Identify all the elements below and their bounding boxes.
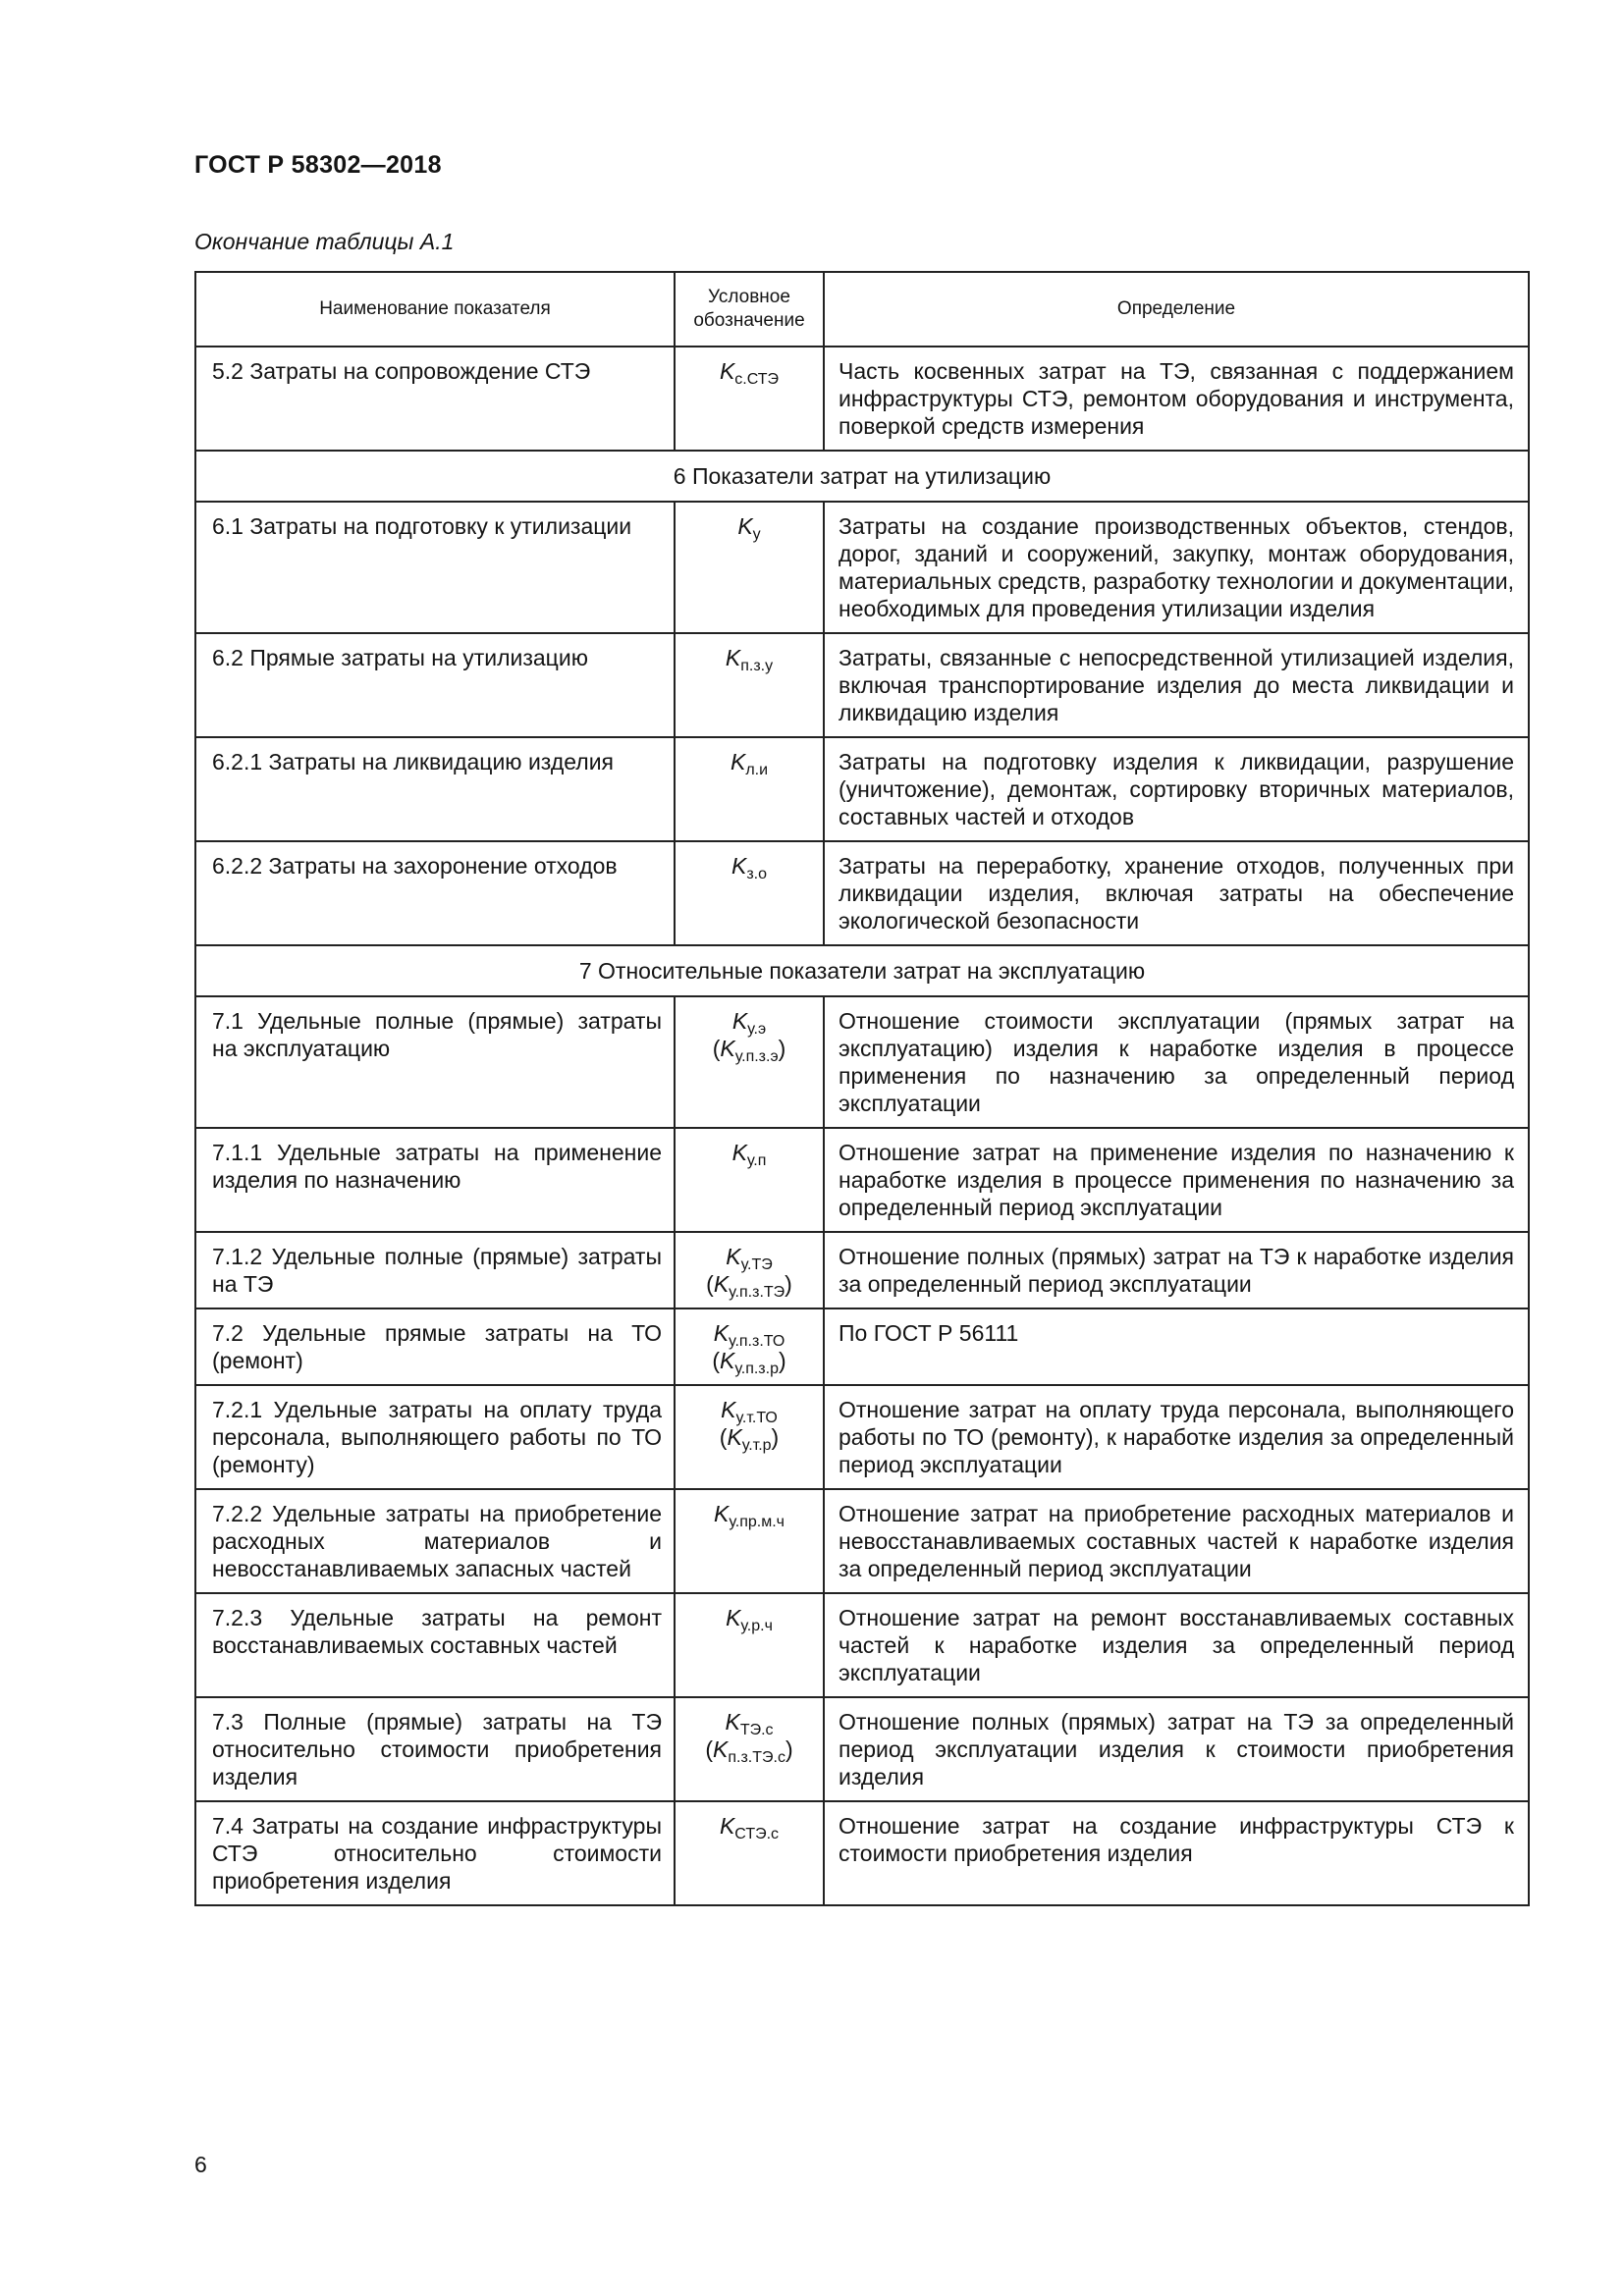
- table-row: [195, 1593, 1529, 1697]
- indicator-definition: Затраты на переработку, хранение отходов, полученных при ликвидации изделия, включая затраты на обеспечение экологической безопасности: [824, 841, 1529, 945]
- symbol-base: K: [720, 1036, 735, 1061]
- indicator-definition: Отношение затрат на применение изделия по назначению к наработке изделия в процессе применения по назначению за определенный период эксплуатации: [824, 1128, 1529, 1232]
- symbol-base: K: [726, 1605, 741, 1630]
- indicator-definition: Часть косвенных затрат на ТЭ, связанная с поддержанием инфраструктуры СТЭ, ремонтом оборудования и инструмента, поверкой средств измерения: [824, 347, 1529, 451]
- indicator-name: 6.2.1 Затраты на ликвидацию изделия: [195, 737, 675, 841]
- indicator-symbol: [675, 1489, 824, 1593]
- indicator-symbol: [675, 347, 824, 451]
- indicator-name: 7.3 Полные (прямые) затраты на ТЭ относительно стоимости приобретения изделия: [195, 1697, 675, 1801]
- symbol-subscript: у.п.з.э: [734, 1048, 779, 1065]
- symbol-base: K: [727, 1424, 742, 1450]
- symbol-subscript: у.п.з.ТЭ: [729, 1284, 785, 1301]
- indicator-symbol: [675, 841, 824, 945]
- indicator-symbol: [675, 633, 824, 737]
- symbol-subscript: у.ТЭ: [740, 1256, 773, 1273]
- symbol-alternative: $(K_{у.п.з.ТЭ})$: [706, 1271, 792, 1301]
- table-row: [195, 347, 1529, 451]
- indicator-symbol: [675, 1232, 824, 1308]
- symbol-primary: [679, 1500, 819, 1530]
- column-header-name: Наименование показателя: [195, 272, 675, 347]
- table-row: [195, 1308, 1529, 1385]
- symbol-base: K: [725, 645, 741, 670]
- table-header-row: [195, 272, 1529, 347]
- symbol-subscript: у.т.ТО: [735, 1410, 778, 1426]
- indicator-symbol: [675, 1308, 824, 1385]
- symbol-primary: [679, 1319, 819, 1350]
- indicator-name: 7.1 Удельные полные (прямые) затраты на эксплуатацию: [195, 996, 675, 1128]
- symbol-base: K: [719, 1813, 735, 1839]
- symbol-base: K: [714, 1501, 730, 1526]
- table-row: [195, 737, 1529, 841]
- indicator-symbol: [675, 1385, 824, 1489]
- symbol-base: K: [713, 1320, 730, 1346]
- symbol-base: K: [731, 853, 747, 879]
- symbol-primary: [679, 1243, 819, 1273]
- symbol-base: K: [731, 1140, 747, 1165]
- table-row: [195, 1489, 1529, 1593]
- symbol-subscript: у: [752, 526, 761, 543]
- symbol-alternative: $(K_{у.т.р})$: [719, 1424, 780, 1454]
- page-number: 6: [194, 2152, 207, 2177]
- table-row: [195, 633, 1529, 737]
- symbol-subscript: с.СТЭ: [734, 371, 780, 388]
- table-row: [195, 996, 1529, 1128]
- symbol-base: K: [719, 358, 735, 384]
- indicator-name: 7.2.2 Удельные затраты на приобретение расходных материалов и невосстанавливаемых запасных частей: [195, 1489, 675, 1593]
- table-caption: Окончание таблицы А.1: [194, 229, 455, 254]
- indicator-symbol: [675, 1697, 824, 1801]
- indicator-symbol: [675, 737, 824, 841]
- symbol-base: K: [720, 1348, 735, 1373]
- section-title: 7 Относительные показатели затрат на эксплуатацию: [195, 945, 1529, 996]
- symbol-subscript: з.о: [746, 866, 768, 882]
- table-row: [195, 502, 1529, 633]
- section-title: 6 Показатели затрат на утилизацию: [195, 451, 1529, 502]
- table-row: [195, 1128, 1529, 1232]
- section-header-row: [195, 451, 1529, 502]
- symbol-subscript: у.п.з.ТО: [729, 1333, 785, 1350]
- symbol-subscript: п.з.ТЭ.с: [728, 1749, 785, 1766]
- indicator-symbol: [675, 502, 824, 633]
- indicator-definition: Затраты на подготовку изделия к ликвидации, разрушение (уничтожение), демонтаж, сортировку вторичных материалов, составных частей и отходов: [824, 737, 1529, 841]
- indicator-definition: Отношение затрат на приобретение расходных материалов и невосстанавливаемых составных частей к наработке изделия за определенный период эксплуатации: [824, 1489, 1529, 1593]
- symbol-base: K: [737, 513, 753, 539]
- indicator-name: 6.2 Прямые затраты на утилизацию: [195, 633, 675, 737]
- column-header-definition: Определение: [824, 272, 1529, 347]
- symbol-subscript: п.з.у: [740, 658, 774, 674]
- table-row: [195, 1801, 1529, 1905]
- indicator-name: 6.2.2 Затраты на захоронение отходов: [195, 841, 675, 945]
- symbol-alternative: $(K_{п.з.ТЭ.с})$: [705, 1736, 793, 1766]
- indicator-definition: Отношение полных (прямых) затрат на ТЭ за определенный период эксплуатации изделия к стоимости приобретения изделия: [824, 1697, 1529, 1801]
- indicator-name: 7.1.2 Удельные полные (прямые) затраты на ТЭ: [195, 1232, 675, 1308]
- symbol-primary: [679, 1604, 819, 1634]
- symbol-base: K: [731, 1008, 748, 1034]
- table-row: [195, 841, 1529, 945]
- symbol-alternative: $(K_{у.п.з.р})$: [712, 1348, 786, 1377]
- indicator-definition: Отношение стоимости эксплуатации (прямых затрат на эксплуатацию) изделия к наработке изделия в процессе применения по назначению за определенный период эксплуатации: [824, 996, 1529, 1128]
- symbol-alternative: $(K_{у.п.з.э})$: [712, 1036, 786, 1065]
- table-row: [195, 1697, 1529, 1801]
- symbol-subscript: у.п: [746, 1152, 767, 1169]
- indicator-name: 7.1.1 Удельные затраты на применение изделия по назначению: [195, 1128, 675, 1232]
- symbol-base: K: [713, 1271, 730, 1297]
- symbol-subscript: ТЭ.с: [739, 1722, 774, 1738]
- symbol-primary: [679, 1812, 819, 1840]
- indicator-definition: Затраты на создание производственных объектов, стендов, дорог, зданий и сооружений, закупку, монтаж оборудования, материальных средств, разработку технологии и документации, необходимых для проведения утилизации изделия: [824, 502, 1529, 633]
- table-row: [195, 1232, 1529, 1308]
- indicator-definition: Затраты, связанные с непосредственной утилизацией изделия, включая транспортирование изделия до места ликвидации и ликвидацию изделия: [824, 633, 1529, 737]
- table-row: [195, 1385, 1529, 1489]
- document-title: ГОСТ Р 58302—2018: [194, 151, 442, 179]
- indicator-symbol: [675, 1128, 824, 1232]
- symbol-subscript: у.э: [747, 1021, 767, 1038]
- section-header-row: [195, 945, 1529, 996]
- symbol-subscript: у.пр.м.ч: [729, 1514, 785, 1530]
- symbol-base: K: [713, 1736, 729, 1762]
- symbol-base: K: [725, 1709, 740, 1735]
- symbol-primary: [679, 748, 819, 778]
- symbol-primary: [679, 357, 819, 388]
- symbol-subscript: СТЭ.с: [734, 1826, 780, 1842]
- symbol-subscript: у.т.р: [741, 1437, 772, 1454]
- indicator-name: 6.1 Затраты на подготовку к утилизации: [195, 502, 675, 633]
- column-header-symbol: Условное обозначение: [675, 272, 824, 347]
- indicator-definition: Отношение затрат на создание инфраструктуры СТЭ к стоимости приобретения изделия: [824, 1801, 1529, 1905]
- indicator-name: 7.2.3 Удельные затраты на ремонт восстанавливаемых составных частей: [195, 1593, 675, 1697]
- symbol-primary: [679, 1708, 819, 1738]
- indicator-symbol: [675, 1801, 824, 1905]
- symbol-primary: [679, 512, 819, 543]
- symbol-primary: [679, 1139, 819, 1169]
- symbol-primary: [679, 1007, 819, 1038]
- symbol-primary: [679, 852, 819, 880]
- symbol-base: K: [730, 749, 746, 774]
- table-body: [195, 347, 1529, 1905]
- symbol-subscript: у.п.з.р: [734, 1361, 779, 1377]
- indicators-table: [194, 271, 1530, 1906]
- symbol-subscript: у.р.ч: [740, 1618, 773, 1634]
- indicator-name: 7.4 Затраты на создание инфраструктуры СТЭ относительно стоимости приобретения изделия: [195, 1801, 675, 1905]
- indicator-definition: По ГОСТ Р 56111: [824, 1308, 1529, 1385]
- indicator-definition: Отношение затрат на оплату труда персонала, выполняющего работы по ТО (ремонту), к наработке изделия за определенный период эксплуатации: [824, 1385, 1529, 1489]
- indicator-definition: Отношение затрат на ремонт восстанавливаемых составных частей к наработке изделия за определенный период эксплуатации: [824, 1593, 1529, 1697]
- symbol-base: K: [726, 1244, 741, 1269]
- symbol-base: K: [721, 1397, 736, 1422]
- symbol-primary: [679, 644, 819, 674]
- indicator-definition: Отношение полных (прямых) затрат на ТЭ к наработке изделия за определенный период эксплуатации: [824, 1232, 1529, 1308]
- indicator-symbol: [675, 996, 824, 1128]
- indicator-name: 5.2 Затраты на сопровождение СТЭ: [195, 347, 675, 451]
- indicator-name: 7.2 Удельные прямые затраты на ТО (ремонт): [195, 1308, 675, 1385]
- indicator-symbol: [675, 1593, 824, 1697]
- indicator-name: 7.2.1 Удельные затраты на оплату труда персонала, выполняющего работы по ТО (ремонту): [195, 1385, 675, 1489]
- symbol-subscript: л.и: [745, 762, 769, 778]
- symbol-primary: [679, 1396, 819, 1426]
